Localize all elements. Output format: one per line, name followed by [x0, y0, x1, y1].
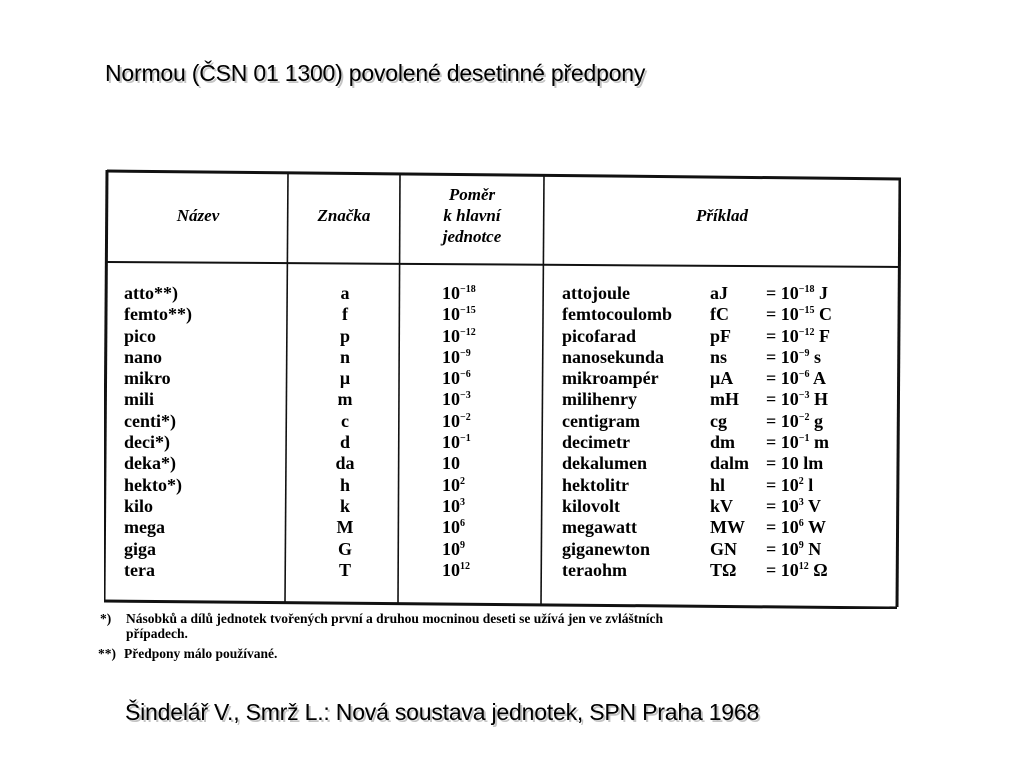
example-equation [766, 517, 832, 538]
equation-unit: s [813, 346, 821, 367]
prefix-symbol: f [342, 304, 348, 325]
footnote-text: Násobků a dílů jednotek tvořených první a druhou mocninou deseti se užívá jen ve zvláštních [126, 611, 664, 626]
ratio-base: 10 [442, 346, 460, 367]
example-unit: kilovolt [562, 495, 621, 516]
ratio-base: 10 [442, 283, 460, 303]
prefix-table [104, 167, 901, 609]
prefix-name: atto**) [124, 283, 178, 303]
example-symbol: aJ [710, 283, 728, 303]
equation-value: = 10 [766, 346, 799, 367]
prefix-symbol: m [337, 389, 353, 410]
ratio-exponent: 6 [460, 518, 465, 530]
prefix-symbol: G [337, 538, 352, 559]
example-equation [766, 453, 832, 474]
ratio-exponent: −6 [460, 369, 471, 381]
example-symbol: kV [710, 495, 734, 516]
example-unit: giganewton [562, 538, 651, 559]
prefix-name: pico [124, 325, 157, 346]
example-unit: hektolitr [562, 474, 629, 495]
equation-unit: A [812, 368, 826, 389]
ratios-column [442, 283, 476, 581]
example-equation [766, 432, 832, 453]
example-symbol: pF [710, 325, 732, 346]
example-equation [766, 539, 832, 560]
footnote-2 [98, 646, 277, 661]
prefix-symbol: d [339, 432, 350, 453]
ratio-exponent: 12 [460, 560, 470, 572]
ratio-base: 10 [442, 495, 460, 516]
ratio-exponent: −12 [460, 326, 476, 338]
prefix-name: hekto*) [124, 474, 182, 495]
example-equation [766, 496, 832, 517]
example-symbol: cg [710, 410, 727, 431]
prefix-name: mikro [124, 368, 171, 389]
ratio-exponent: −3 [460, 390, 471, 402]
prefix-symbol: a [340, 283, 350, 303]
prefix-name: tera [124, 559, 155, 580]
example-symbol: mH [710, 389, 739, 410]
example-symbol: hl [710, 474, 726, 495]
ratio-value [442, 347, 476, 368]
equation-exponent: −18 [798, 284, 815, 295]
example-equation [766, 368, 832, 389]
ratio-value [442, 326, 476, 347]
equation-unit: Ω [813, 559, 828, 580]
equation-exponent: −15 [798, 305, 815, 317]
ratio-value [442, 517, 476, 538]
header-name: Název [176, 205, 220, 225]
ratio-exponent: 9 [460, 539, 465, 551]
prefix-name: kilo [124, 495, 154, 516]
ratio-base: 10 [442, 559, 460, 580]
footnote-text: případech. [126, 626, 188, 641]
ratio-base: 10 [442, 304, 460, 325]
prefix-symbol: k [339, 495, 350, 516]
equation-exponent: −12 [798, 326, 815, 338]
equation-unit: F [818, 325, 830, 346]
example-equations-column [766, 283, 832, 581]
header-ratio [402, 173, 542, 257]
ratio-exponent: −2 [460, 411, 471, 423]
equation-value: = 10 [766, 283, 799, 303]
equation-unit: l [808, 474, 814, 495]
header-example: Příklad [696, 205, 748, 225]
slide-title: Normou (ČSN 01 1300) povolené desetinné předpony [105, 60, 646, 86]
ratio-exponent: −18 [460, 284, 476, 295]
equation-exponent: 6 [798, 518, 804, 530]
prefix-name: mili [124, 389, 154, 410]
ratio-base: 10 [442, 389, 460, 410]
ratio-value [442, 368, 476, 389]
example-unit: decimetr [562, 432, 630, 453]
equation-exponent: −6 [798, 369, 810, 381]
example-symbol: GN [710, 538, 737, 559]
example-symbols-column [710, 283, 749, 581]
ratio-exponent: −1 [460, 433, 471, 445]
source-citation: Šindelář V., Smrž L.: Nová soustava jednotek, SPN Praha 1968 [125, 699, 760, 725]
ratio-value [442, 411, 476, 432]
footnote-text: Předpony málo používané. [124, 646, 278, 661]
equation-exponent: −9 [798, 347, 810, 359]
example-equation [766, 475, 832, 496]
ratio-exponent: −9 [460, 347, 471, 359]
equation-unit: H [813, 389, 828, 410]
example-symbol: fC [710, 304, 729, 325]
equation-unit: C [818, 304, 832, 325]
equation-unit: N [808, 538, 822, 559]
ratio-value [442, 539, 476, 560]
prefix-names-column [124, 283, 192, 581]
ratio-value [442, 560, 476, 581]
example-equation [766, 326, 832, 347]
equation-exponent: 12 [798, 560, 809, 572]
equation-value: = 10 [766, 325, 799, 346]
header-ratio-line: jednotce [442, 226, 502, 246]
equation-exponent: −2 [798, 411, 810, 423]
ratio-base: 10 [442, 410, 460, 431]
equation-value: = 10 [766, 559, 799, 580]
equation-unit: V [807, 495, 821, 516]
equation-exponent: −1 [798, 433, 810, 445]
prefix-name: centi*) [124, 410, 176, 431]
example-symbol: dalm [710, 453, 750, 474]
example-unit: picofarad [562, 325, 636, 346]
equation-unit: g [813, 410, 823, 431]
example-unit: milihenry [562, 389, 637, 410]
prefix-symbol: da [335, 453, 355, 474]
ratio-value [442, 304, 476, 325]
equation-unit: J [818, 283, 828, 303]
ratio-base: 10 [442, 474, 460, 495]
ratio-base: 10 [442, 325, 460, 346]
example-unit: teraohm [562, 559, 627, 580]
example-equation [766, 283, 832, 304]
ratio-value [442, 475, 476, 496]
prefix-symbol: T [338, 559, 351, 580]
prefix-symbol: μ [339, 368, 351, 389]
equation-value: = 10 [766, 304, 799, 325]
example-equation [766, 411, 832, 432]
equation-unit: m [813, 432, 829, 453]
ratio-base: 10 [442, 517, 460, 538]
ratio-value [442, 453, 476, 474]
example-symbol: ns [710, 346, 728, 367]
example-symbol: TΩ [710, 559, 737, 580]
example-units-column [562, 283, 672, 581]
equation-unit: W [807, 517, 826, 538]
prefix-name: deka*) [124, 453, 177, 474]
header-ratio-line: k hlavní [443, 205, 501, 225]
prefix-symbol: c [341, 410, 349, 431]
footnote-mark: *) [100, 611, 112, 626]
ratio-value [442, 283, 476, 304]
equation-value: = 10 [766, 410, 799, 431]
ratio-value [442, 432, 476, 453]
ratio-base: 10 [442, 453, 460, 474]
equation-exponent: 3 [798, 496, 804, 508]
ratio-exponent: 2 [460, 475, 465, 487]
prefix-symbols-column [328, 283, 362, 581]
equation-value: = 10 [766, 432, 799, 453]
example-symbol: MW [710, 517, 745, 538]
prefix-symbol: p [339, 325, 350, 346]
prefix-symbol: n [339, 346, 350, 367]
prefix-name: deci*) [124, 432, 170, 453]
example-unit: attojoule [562, 283, 630, 303]
equation-exponent: 9 [798, 539, 804, 551]
prefix-name: femto**) [124, 304, 192, 325]
equation-value: = 10 [766, 517, 799, 538]
header-symbol: Značka [317, 205, 371, 225]
equation-value: = 10 [766, 453, 799, 474]
ratio-value [442, 496, 476, 517]
example-symbol: dm [710, 432, 736, 453]
example-equation [766, 560, 832, 581]
equation-value: = 10 [766, 474, 799, 495]
prefix-name: nano [124, 346, 163, 367]
ratio-exponent: 3 [460, 496, 465, 508]
equation-value: = 10 [766, 368, 799, 389]
ratio-value [442, 389, 476, 410]
equation-value: = 10 [766, 538, 799, 559]
ratio-exponent: −15 [460, 305, 476, 317]
example-unit: mikroampér [562, 368, 659, 389]
equation-exponent: 2 [798, 475, 804, 487]
equation-value: = 10 [766, 495, 799, 516]
footnote-mark: **) [98, 646, 116, 661]
ratio-base: 10 [442, 432, 460, 453]
example-symbol: μA [710, 368, 734, 389]
example-equation [766, 389, 832, 410]
scanned-table-image [96, 165, 908, 670]
prefix-symbol: h [339, 474, 350, 495]
footnote-1 [100, 611, 663, 641]
header-ratio-line: Poměr [448, 184, 496, 204]
equation-value: = 10 [766, 389, 799, 410]
equation-unit: lm [803, 453, 824, 474]
example-equation [766, 304, 832, 325]
example-unit: dekalumen [562, 453, 648, 474]
example-unit: femtocoulomb [562, 304, 672, 325]
prefix-name: giga [124, 538, 157, 559]
example-unit: centigram [562, 410, 640, 431]
ratio-base: 10 [442, 368, 460, 389]
equation-exponent: −3 [798, 390, 810, 402]
example-unit: megawatt [562, 517, 637, 538]
prefix-symbol: M [336, 517, 354, 538]
example-equation [766, 347, 832, 368]
ratio-base: 10 [442, 538, 460, 559]
prefix-name: mega [124, 517, 165, 538]
example-unit: nanosekunda [562, 346, 665, 367]
